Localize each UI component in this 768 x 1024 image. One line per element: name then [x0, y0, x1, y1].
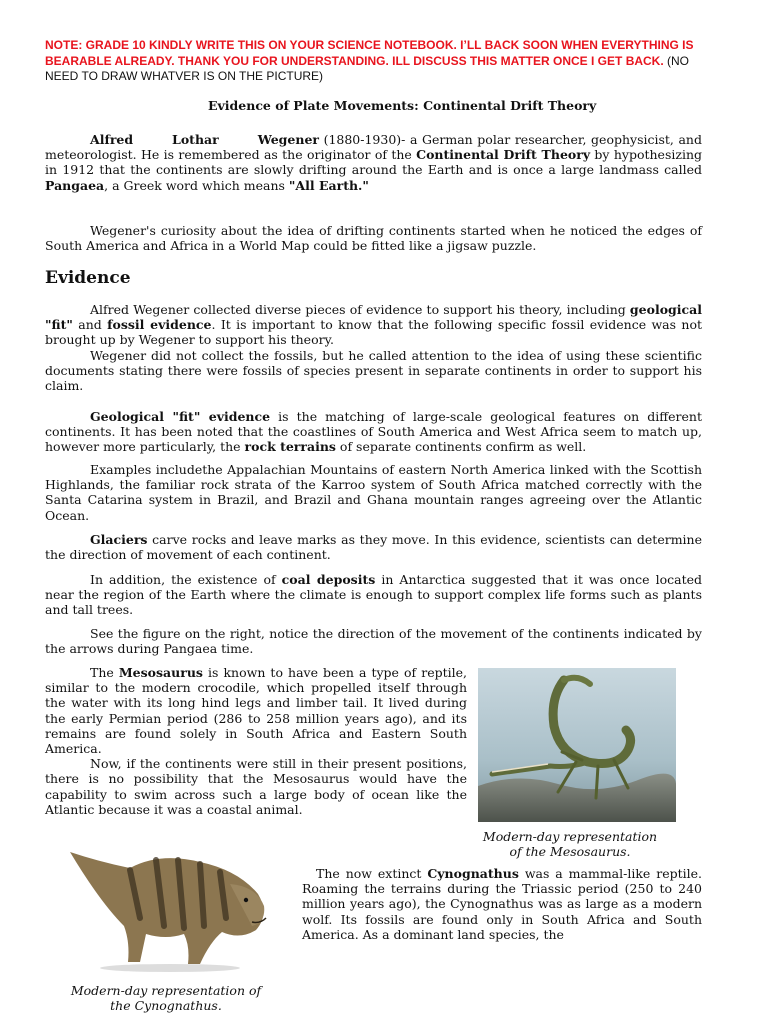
geo-fit-evidence-term: Geological "fit" evidence	[90, 409, 271, 424]
cdt-term: Continental Drift Theory	[416, 147, 591, 163]
see-figure-paragraph: See the figure on the right, notice the direction of the movement of the continents indicated by the arrows during Pangaea time.	[45, 626, 702, 657]
intro-text-3: , a Greek word which means	[104, 177, 289, 193]
collected-text-2: and	[72, 317, 108, 333]
coal-paragraph	[45, 572, 702, 618]
meso-text-0: The	[90, 665, 119, 680]
glaciers-term: Glaciers	[90, 532, 148, 547]
pangaea-term: Pangaea	[45, 177, 105, 193]
intro-text-2: by hypothesizing in 1912 that the continents are slowly drifting around the Earth and is once a large landmass called	[45, 147, 702, 178]
intro-text-1: (1880-1930)- a German polar researcher, geophysicist, and meteorologist. He is remembered as the originator of the	[45, 132, 702, 163]
evidence-heading: Evidence	[45, 268, 131, 288]
geo-fit-paragraph	[45, 409, 702, 455]
page-title: Evidence of Plate Movements: Continental Drift Theory	[208, 98, 597, 113]
coal-term: coal deposits	[281, 572, 376, 587]
cynognathus-caption	[60, 983, 272, 1013]
note-black-text: (NO NEED TO DRAW WHATVER IS ON THE PICTURE)	[45, 53, 690, 83]
collected-text-3: . It is important to know that the following specific fossil evidence was not brought up by Wegener to support his theory.	[45, 317, 702, 348]
geo-fit-term: geological "fit"	[45, 302, 702, 333]
teacher-note	[45, 38, 725, 85]
intro-paragraph	[45, 132, 702, 193]
rock-terrains-term: rock terrains	[244, 439, 336, 455]
cynognathus-term: Cynognathus	[427, 866, 519, 881]
cynognathus-paragraph	[302, 866, 702, 942]
cynognathus-image	[60, 822, 272, 972]
meso-caption-line-2: of the Mesosaurus.	[509, 844, 631, 859]
coal-text-1: In addition, the existence of	[90, 572, 282, 587]
cyno-caption-line-2: the Cynognathus.	[110, 998, 222, 1013]
mesosaurus-paragraph	[45, 665, 467, 817]
geo-text-2: of separate continents confirm as well.	[335, 439, 587, 455]
all-earth-term: "All Earth."	[288, 177, 369, 193]
note-red-text: NOTE: GRADE 10 KINDLY WRITE THIS ON YOUR SCIENCE NOTEBOOK. I’LL BACK SOON WHEN EVERYTHING IS BEARABLE ALREADY. THANK YOU FOR UNDERSTANDING. ILL DISCUSS THIS MATTER ONCE I GET BACK.	[45, 38, 694, 68]
meso-text-1: is known to have been a type of reptile, similar to the modern crocodile, which propelled itself through the water with its long hind legs and limber tail. It lived during the early Permian period (286 to 258 million years ago), and its remains are found solely in South Africa and Eastern South America.	[45, 665, 467, 757]
curiosity-paragraph: Wegener's curiosity about the idea of drifting continents started when he noticed the edges of South America and Africa in a World Map could be fitted like a jigsaw puzzle.	[45, 223, 702, 254]
collected-paragraph	[45, 302, 702, 348]
glaciers-paragraph	[45, 532, 702, 562]
collected-text-1: Alfred Wegener collected diverse pieces of evidence to support his theory, including	[90, 302, 630, 317]
wegener-name: Alfred Lothar Wegener	[90, 132, 319, 147]
examples-paragraph: Examples includethe Appalachian Mountains of eastern North America linked with the Scottish Highlands, the familiar rock strata of the Karroo system of South Africa matched correctly with the Santa Catarina system in Brazil, and Brazil and Ghana mountain ranges agreeing over the Atlantic Ocean.	[45, 462, 702, 523]
mesosaurus-term: Mesosaurus	[118, 665, 203, 680]
coal-text-2: in Antarctica suggested that it was once located near the region of the Earth where the climate is enough to support complex life forms such as plants and tall trees.	[45, 572, 702, 618]
meso-text-2: Now, if the continents were still in their present positions, there is no possibility that the Mesosaurus would have the capability to swim across such a large body of ocean like the Atlantic because it was a coastal animal.	[45, 756, 467, 817]
not-collect-paragraph: Wegener did not collect the fossils, but he called attention to the idea of using these scientific documents stating there were fossils of species present in separate continents in order to support his claim.	[45, 348, 702, 394]
cyno-caption-line-1: Modern-day representation of	[70, 983, 262, 998]
cyno-text-1: was a mammal-like reptile. Roaming the terrains during the Triassic period (250 to 240 million years ago), the Cynognathus was as large as a modern wolf. Its fossils are found only in South Africa and South America. As a dominant land species, the	[302, 866, 702, 942]
cyno-text-0: The now extinct	[316, 866, 428, 881]
fossil-term: fossil evidence	[107, 317, 212, 333]
geo-text-1: is the matching of large-scale geological features on different continents. It has been noted that the coastlines of South America and West Africa seem to match up, however more particularly, the	[45, 409, 702, 455]
mesosaurus-caption	[470, 829, 670, 859]
meso-caption-line-1: Modern-day representation	[482, 829, 658, 844]
mesosaurus-image	[478, 668, 676, 822]
glaciers-text: carve rocks and leave marks as they move. In this evidence, scientists can determine the direction of movement of each continent.	[45, 532, 702, 563]
